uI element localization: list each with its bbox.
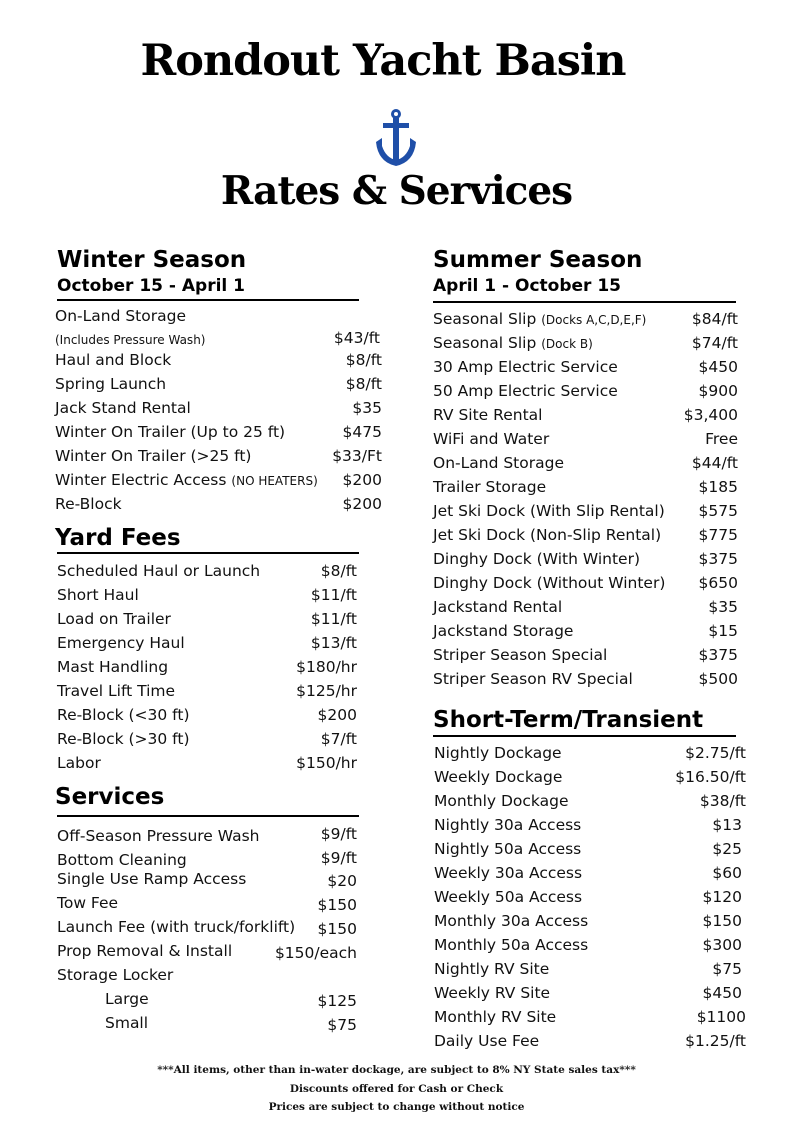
item-label: Mast Handling: [57, 658, 169, 676]
item-value: $125/hr: [296, 682, 357, 700]
list-item: [55, 421, 382, 443]
item-label: Re-Block (<30 ft): [57, 706, 190, 724]
list-item: [433, 308, 738, 330]
item-label: Striper Season Special: [433, 646, 608, 664]
list-item: [57, 632, 357, 654]
item-value: $575: [698, 502, 738, 520]
list-item: [57, 868, 357, 890]
item-value: $20: [327, 872, 357, 890]
item-label: Monthly 50a Access: [434, 936, 589, 954]
summer-dates: April 1 - October 15: [433, 276, 621, 296]
list-item: [434, 790, 746, 812]
item-label: On-Land Storage: [55, 307, 186, 325]
item-note: (Dock B): [541, 337, 593, 351]
item-value: $2.75/ft: [685, 744, 746, 762]
item-value: $8/ft: [345, 351, 382, 369]
item-label: Winter On Trailer (Up to 25 ft): [55, 423, 286, 441]
list-item: [434, 766, 746, 788]
services-divider: [57, 815, 359, 817]
item-value: $25: [712, 840, 742, 858]
list-item: [57, 940, 357, 962]
item-value: $375: [698, 550, 738, 568]
item-value: $8/ft: [320, 562, 357, 580]
item-value: $150: [317, 920, 357, 938]
list-item: [57, 584, 357, 606]
item-value: $200: [342, 495, 382, 513]
list-item: [433, 548, 738, 570]
item-value: $1.25/ft: [685, 1032, 746, 1050]
list-item: [57, 704, 357, 726]
item-note: (Docks A,C,D,E,F): [541, 313, 647, 327]
item-value: $185: [698, 478, 738, 496]
list-item: [57, 560, 357, 582]
item-label: Monthly RV Site: [434, 1008, 557, 1026]
item-label: Launch Fee (with truck/forklift): [57, 918, 296, 936]
item-value: $33/Ft: [332, 447, 382, 465]
item-value: $300: [702, 936, 742, 954]
item-value: $35: [708, 598, 738, 616]
list-item: [434, 742, 746, 764]
item-label: Small: [105, 1014, 149, 1032]
list-item: [57, 847, 357, 869]
list-item: [57, 656, 357, 678]
item-label: WiFi and Water: [433, 430, 550, 448]
item-label: Weekly RV Site: [434, 984, 551, 1002]
item-label: Jet Ski Dock (Non-Slip Rental): [433, 526, 662, 544]
anchor-icon: [374, 108, 418, 168]
item-value: $13: [712, 816, 742, 834]
item-label: Re-Block (>30 ft): [57, 730, 190, 748]
list-item: [433, 644, 738, 666]
list-item: [434, 814, 746, 836]
item-label: Jackstand Storage: [433, 622, 574, 640]
list-item: [433, 500, 738, 522]
winter-title: Winter Season: [57, 247, 247, 273]
item-note: (NO HEATERS): [231, 474, 318, 488]
list-item: [433, 620, 738, 642]
summer-list: [433, 308, 738, 692]
item-label: Nightly 50a Access: [434, 840, 582, 858]
item-label: Travel Lift Time: [57, 682, 176, 700]
list-item: [433, 332, 738, 354]
item-label: Re-Block: [55, 495, 122, 513]
list-item: [433, 452, 738, 474]
item-label: Nightly Dockage: [434, 744, 562, 762]
services-title: Services: [55, 784, 165, 810]
list-item: [433, 524, 738, 546]
list-item: [433, 380, 738, 402]
item-value: $75: [712, 960, 742, 978]
item-value: $450: [702, 984, 742, 1002]
list-item: [55, 469, 382, 491]
item-label: Weekly Dockage: [434, 768, 563, 786]
list-item: [55, 493, 382, 515]
item-label: Large: [105, 990, 149, 1008]
item-label: Single Use Ramp Access: [57, 870, 247, 888]
item-label: Storage Locker: [57, 966, 174, 984]
list-item: [434, 982, 746, 1004]
list-item: [57, 608, 357, 630]
item-value: $150: [317, 896, 357, 914]
list-item: [55, 397, 382, 419]
list-item: [434, 862, 746, 884]
winter-divider: [57, 299, 359, 301]
item-value: $150: [702, 912, 742, 930]
services-list: [57, 823, 357, 1038]
item-value: $9/ft: [320, 825, 357, 843]
list-item: [433, 428, 738, 450]
item-label: Load on Trailer: [57, 610, 171, 628]
item-value: $35: [352, 399, 382, 417]
footer-discount-note: Discounts offered for Cash or Check: [289, 1083, 504, 1095]
item-label: Emergency Haul: [57, 634, 185, 652]
list-item: [57, 1012, 357, 1034]
item-value: $74/ft: [691, 334, 738, 352]
yard-divider: [57, 552, 359, 554]
item-value: $500: [698, 670, 738, 688]
item-value: $84/ft: [691, 310, 738, 328]
item-label: Jackstand Rental: [433, 598, 563, 616]
item-label: 50 Amp Electric Service: [433, 382, 618, 400]
item-label: RV Site Rental: [433, 406, 543, 424]
item-label: Scheduled Haul or Launch: [57, 562, 261, 580]
item-value: $120: [702, 888, 742, 906]
item-value: $475: [342, 423, 382, 441]
item-label: Seasonal Slip: [433, 334, 537, 352]
item-label: Winter Electric Access: [55, 471, 227, 489]
item-value: $38/ft: [699, 792, 746, 810]
page-title: Rondout Yacht Basin: [140, 36, 626, 86]
list-item: [433, 356, 738, 378]
item-label: On-Land Storage: [433, 454, 564, 472]
item-value: $60: [712, 864, 742, 882]
item-value: $125: [317, 992, 357, 1010]
yard-title: Yard Fees: [55, 525, 181, 551]
list-item: [57, 823, 357, 845]
item-label: Short Haul: [57, 586, 139, 604]
yard-list: [57, 560, 357, 780]
transient-list: [434, 742, 746, 1054]
list-item: [434, 1030, 746, 1052]
item-label: Spring Launch: [55, 375, 167, 393]
list-item: [57, 988, 357, 1010]
item-value: $150/hr: [296, 754, 357, 772]
item-note: (Includes Pressure Wash): [55, 333, 206, 347]
item-value: $200: [342, 471, 382, 489]
list-item: [57, 964, 357, 986]
list-item: [434, 838, 746, 860]
item-label: Monthly 30a Access: [434, 912, 589, 930]
item-value: $11/ft: [310, 610, 357, 628]
list-item: [57, 728, 357, 750]
footer-tax-note: ***All items, other than in-water dockage, are subject to 8% NY State sales tax***: [157, 1064, 636, 1076]
item-value: $16.50/ft: [675, 768, 746, 786]
item-label: Tow Fee: [57, 894, 119, 912]
item-label: Haul and Block: [55, 351, 172, 369]
item-label: Striper Season RV Special: [433, 670, 633, 688]
footer-price-note: Prices are subject to change without notice: [268, 1101, 525, 1113]
summer-divider: [433, 301, 736, 303]
item-value: $8/ft: [345, 375, 382, 393]
item-label: Labor: [57, 754, 101, 772]
list-item: [434, 910, 746, 932]
list-item: [433, 404, 738, 426]
list-item: [433, 476, 738, 498]
list-item: [57, 916, 357, 938]
item-label: Daily Use Fee: [434, 1032, 540, 1050]
item-label: Weekly 30a Access: [434, 864, 583, 882]
list-item: [433, 596, 738, 618]
item-value: $900: [698, 382, 738, 400]
list-item: [55, 349, 382, 371]
item-value: $775: [698, 526, 738, 544]
item-value: $9/ft: [320, 849, 357, 867]
list-item: [434, 958, 746, 980]
transient-title: Short-Term/Transient: [433, 707, 704, 733]
item-value: $1100: [696, 1008, 746, 1026]
item-label: Seasonal Slip: [433, 310, 537, 328]
item-value: $180/hr: [296, 658, 357, 676]
item-label: 30 Amp Electric Service: [433, 358, 618, 376]
list-item: [57, 752, 357, 774]
list-item: [57, 892, 357, 914]
item-value: $7/ft: [320, 730, 357, 748]
item-value: $375: [698, 646, 738, 664]
item-value: $150/each: [274, 944, 357, 962]
summer-title: Summer Season: [433, 247, 643, 273]
item-value: $43/ft: [333, 329, 380, 347]
item-value: $3,400: [683, 406, 738, 424]
list-item: [55, 327, 382, 349]
winter-dates: October 15 - April 1: [57, 276, 245, 296]
item-label: Nightly RV Site: [434, 960, 550, 978]
item-label: Winter On Trailer (>25 ft): [55, 447, 252, 465]
item-value: $650: [698, 574, 738, 592]
page-subtitle: Rates & Services: [220, 168, 573, 214]
item-label: Prop Removal & Install: [57, 942, 233, 960]
item-value: $15: [708, 622, 738, 640]
item-label: Off-Season Pressure Wash: [57, 827, 260, 845]
item-label: Dinghy Dock (Without Winter): [433, 574, 666, 592]
item-value: $44/ft: [691, 454, 738, 472]
item-value: $200: [317, 706, 357, 724]
transient-divider: [433, 735, 736, 737]
list-item: [57, 680, 357, 702]
list-item: [55, 305, 382, 327]
item-value: Free: [705, 430, 738, 448]
list-item: [55, 373, 382, 395]
list-item: [434, 934, 746, 956]
item-label: Trailer Storage: [433, 478, 547, 496]
list-item: [434, 1006, 746, 1028]
list-item: [55, 445, 382, 467]
winter-list: [55, 305, 382, 525]
list-item: [434, 886, 746, 908]
item-label: Jet Ski Dock (With Slip Rental): [433, 502, 665, 520]
item-value: $75: [327, 1016, 357, 1034]
item-label: Monthly Dockage: [434, 792, 569, 810]
item-label: Jack Stand Rental: [55, 399, 191, 417]
item-label: Dinghy Dock (With Winter): [433, 550, 640, 568]
item-label: Weekly 50a Access: [434, 888, 583, 906]
item-label: Nightly 30a Access: [434, 816, 582, 834]
item-value: $11/ft: [310, 586, 357, 604]
item-label: Bottom Cleaning: [57, 851, 187, 869]
item-value: $450: [698, 358, 738, 376]
list-item: [433, 668, 738, 690]
item-value: $13/ft: [310, 634, 357, 652]
list-item: [433, 572, 738, 594]
